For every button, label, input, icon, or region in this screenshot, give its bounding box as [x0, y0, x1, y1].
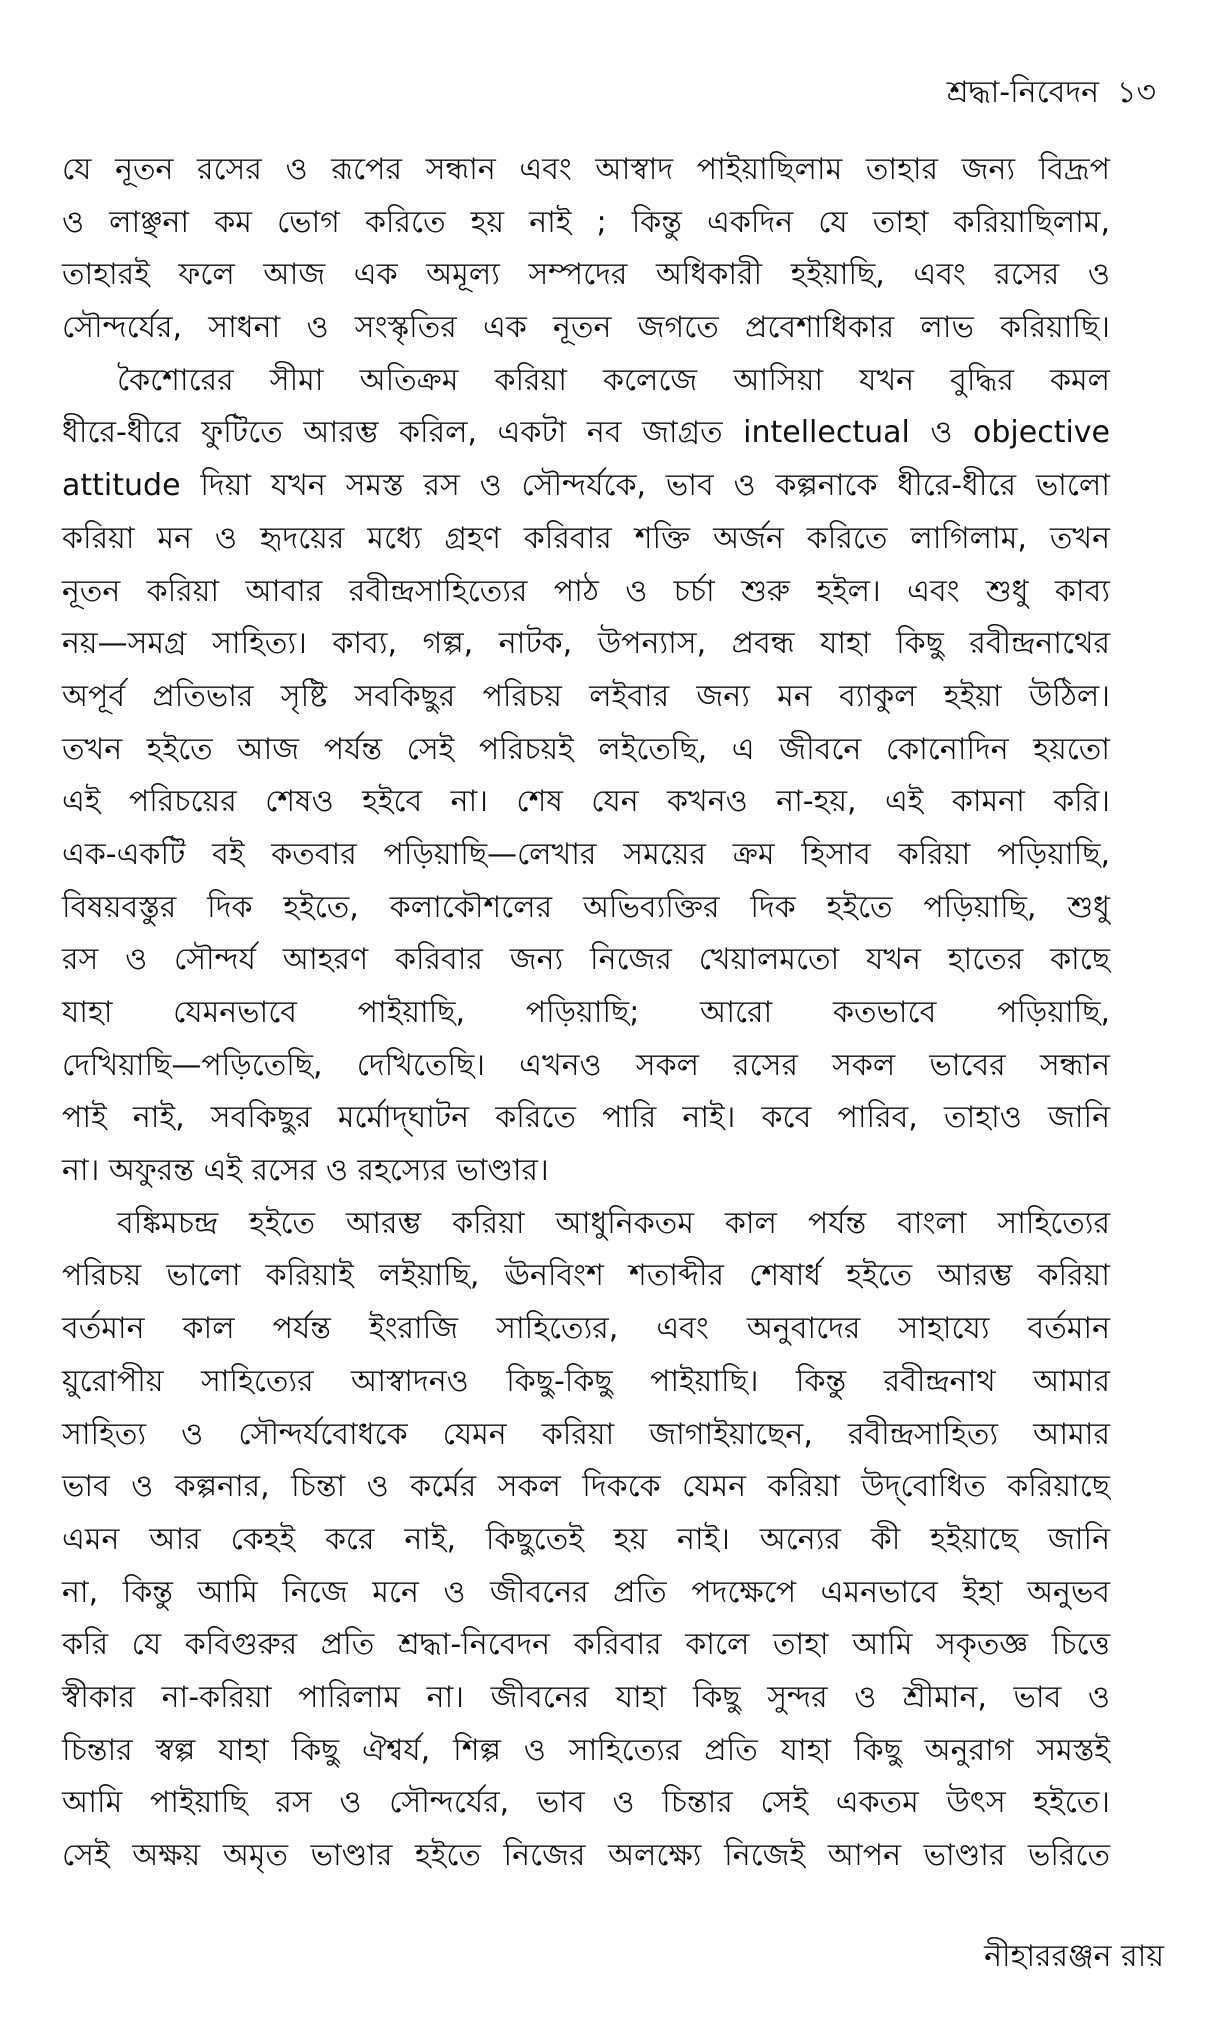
text-line: চিন্তার স্বল্প যাহা কিছু ঐশ্বর্য, শিল্প ও সাহিত্যের প্রতি যাহা কিছু অনুরাগ সমস্তই	[62, 1732, 1110, 1768]
page-body	[62, 144, 1110, 1883]
text-line: অপূর্ব প্রতিভার সৃষ্টি সবকিছুর পরিচয় লইবার জন্য মন ব্যাকুল হইয়া উঠিল।	[62, 678, 1110, 714]
text-line: attitude দিয়া যখন সমস্ত রস ও সৌন্দর্যকে, ভাব ও কল্পনাকে ধীরে-ধীরে ভালো	[62, 468, 1110, 504]
text-line: এক-একটি বই কতবার পড়িয়াছি—লেখার সময়ের ক্রম হিসাব করিয়া পড়িয়াছি,	[62, 836, 1110, 872]
text-line: আমি পাইয়াছি রস ও সৌন্দর্যের, ভাব ও চিন্তার সেই একতম উৎস হইতে।	[62, 1785, 1110, 1821]
text-line: পাই নাই, সবকিছুর মর্মোদ্‌ঘাটন করিতে পারি নাই। কবে পারিব, তাহাও জানি	[62, 1100, 1110, 1136]
text-line: রস ও সৌন্দর্য আহরণ করিবার জন্য নিজের খেয়ালমতো যখন হাতের কাছে	[62, 942, 1110, 978]
text-line: কৈশোরের সীমা অতিক্রম করিয়া কলেজে আসিয়া যখন বুদ্ধির কমল	[117, 362, 1110, 398]
text-line: করিয়া মন ও হৃদয়ের মধ্যে গ্রহণ করিবার শক্তি অর্জন করিতে লাগিলাম, তখন	[62, 520, 1110, 556]
text-line: তাহারই ফলে আজ এক অমূল্য সম্পদের অধিকারী হইয়াছি, এবং রসের ও	[62, 257, 1110, 293]
text-line: বিষয়বস্তুর দিক হইতে, কলাকৌশলের অভিব্যক্তির দিক হইতে পড়িয়াছি, শুধু	[62, 889, 1110, 925]
text-line: যাহা যেমনভাবে পাইয়াছি, পড়িয়াছি; আরো কতভাবে পড়িয়াছি,	[62, 995, 1110, 1030]
text-line: যে নূতন রসের ও রূপের সন্ধান এবং আস্বাদ পাইয়াছিলাম তাহার জন্য বিদ্রূপ	[62, 152, 1110, 187]
running-title: শ্রদ্ধা-নিবেদন	[946, 75, 1100, 110]
author-signature: নীহাররঞ্জন রায়	[984, 1939, 1164, 1974]
text-line: নয়—সমগ্র সাহিত্য। কাব্য, গল্প, নাটক, উপন্যাস, প্রবন্ধ যাহা কিছু রবীন্দ্রনাথের	[62, 626, 1110, 662]
text-line: সৌন্দর্যের, সাধনা ও সংস্কৃতির এক নূতন জগতে প্রবেশাধিকার লাভ করিয়াছি।	[62, 310, 1110, 346]
text-line: স্বীকার না-করিয়া পারিলাম না। জীবনের যাহা কিছু সুন্দর ও শ্রীমান, ভাব ও	[62, 1679, 1110, 1715]
text-line: ও লাঞ্ছনা কম ভোগ করিতে হয় নাই ; কিন্তু একদিন যে তাহা করিয়াছিলাম,	[62, 204, 1110, 240]
text-line: পরিচয় ভালো করিয়াই লইয়াছি, ঊনবিংশ শতাব্দীর শেষার্ধ হইতে আরম্ভ করিয়া	[62, 1258, 1110, 1294]
page-number: ১৩	[1117, 75, 1156, 110]
text-line: বঙ্কিমচন্দ্র হইতে আরম্ভ করিয়া আধুনিকতম কাল পর্যন্ত বাংলা সাহিত্যের	[117, 1205, 1110, 1241]
text-line: য়ুরোপীয় সাহিত্যের আস্বাদনও কিছু-কিছু পাইয়াছি। কিন্তু রবীন্দ্রনাথ আমার	[62, 1363, 1110, 1399]
text-line: করি যে কবিগুরুর প্রতি শ্রদ্ধা-নিবেদন করিবার কালে তাহা আমি সকৃতজ্ঞ চিত্তে	[62, 1627, 1110, 1663]
text-line: এমন আর কেহই করে নাই, কিছুতেই হয় নাই। অন্যের কী হইয়াছে জানি	[62, 1521, 1110, 1557]
text-line: ধীরে-ধীরে ফুটিতে আরম্ভ করিল, একটা নব জাগ্রত intellectual ও objective	[62, 415, 1110, 451]
text-line: বর্তমান কাল পর্যন্ত ইংরাজি সাহিত্যের, এবং অনুবাদের সাহায্যে বর্তমান	[62, 1311, 1110, 1347]
text-line: দেখিয়াছি—পড়িতেছি, দেখিতেছি। এখনও সকল রসের সকল ভাবের সন্ধান	[62, 1047, 1110, 1083]
text-line: তখন হইতে আজ পর্যন্ত সেই পরিচয়ই লইতেছি, এ জীবনে কোনোদিন হয়তো	[62, 731, 1110, 767]
text-line: না, কিন্তু আমি নিজে মনে ও জীবনের প্রতি পদক্ষেপে এমনভাবে ইহা অনুভব	[62, 1574, 1110, 1610]
text-line: সেই অক্ষয় অমৃত ভাণ্ডার হইতে নিজের অলক্ষ্যে নিজেই আপন ভাণ্ডার ভরিতে	[62, 1838, 1110, 1873]
text-line: এই পরিচয়ের শেষও হইবে না। শেষ যেন কখনও না-হয়, এই কামনা করি।	[62, 784, 1110, 820]
text-line: ভাব ও কল্পনার, চিন্তা ও কর্মের সকল দিককে যেমন করিয়া উদ্‌বোধিত করিয়াছে	[62, 1469, 1110, 1505]
running-header	[929, 68, 1156, 119]
text-line: নূতন করিয়া আবার রবীন্দ্রসাহিত্যের পাঠ ও চর্চা শুরু হইল। এবং শুধু কাব্য	[62, 573, 1110, 609]
text-line: না। অফুরন্ত এই রসের ও রহস্যের ভাণ্ডার।	[62, 1153, 549, 1189]
text-line: সাহিত্য ও সৌন্দর্যবোধকে যেমন করিয়া জাগাইয়াছেন, রবীন্দ্রসাহিত্য আমার	[62, 1416, 1110, 1452]
